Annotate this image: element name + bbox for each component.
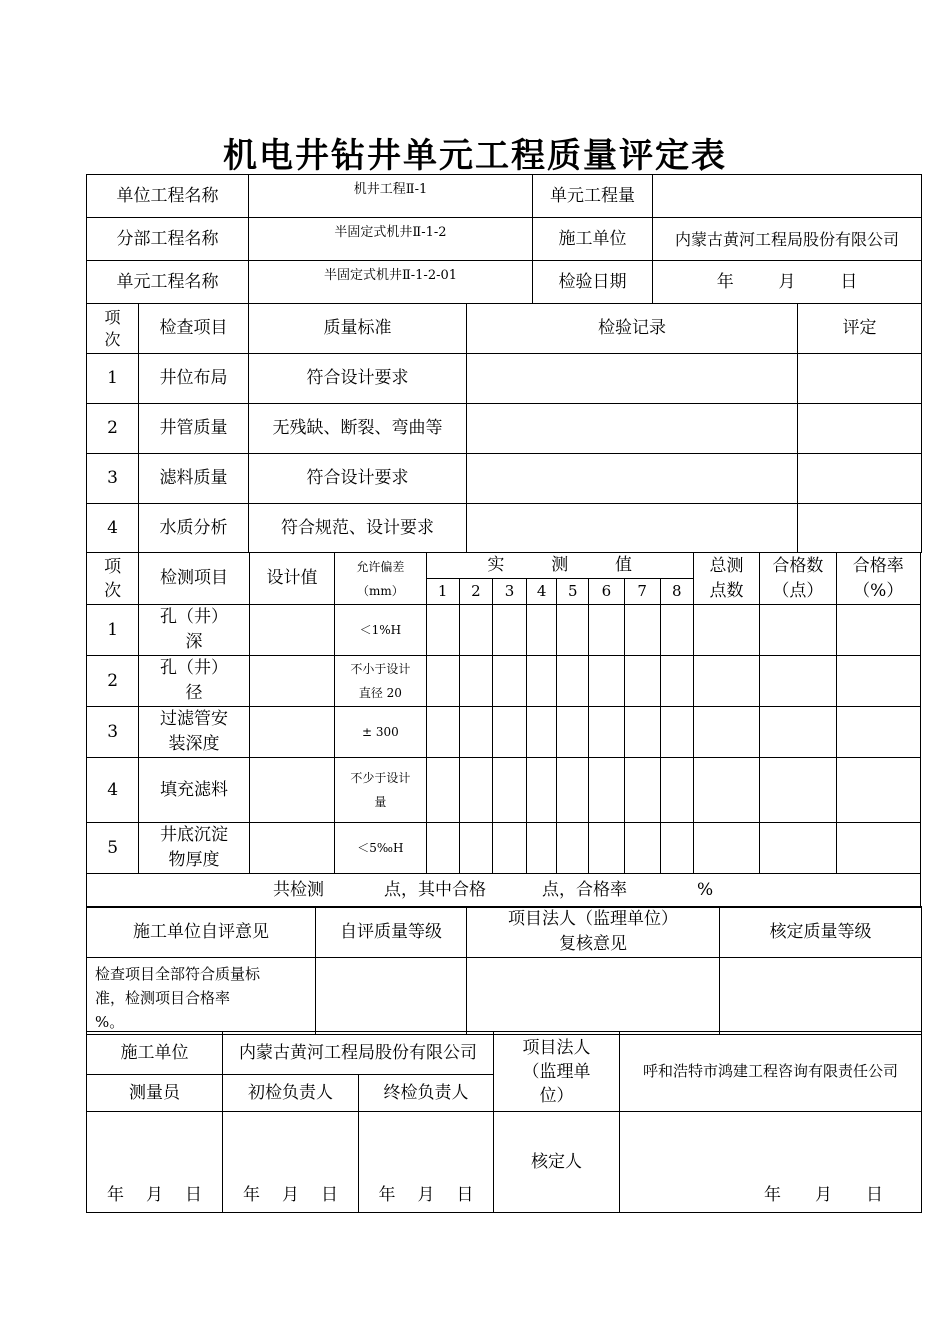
table-row xyxy=(87,823,921,874)
review-label: 项目法人（监理单位） 复核意见 xyxy=(467,907,720,958)
date-month: 月 xyxy=(778,271,796,292)
row-design xyxy=(249,707,334,758)
first-inspector-date: 年 月 日 xyxy=(223,1112,359,1213)
row-item: 水质分析 xyxy=(139,504,249,553)
measurement-summary: 共检测 点，其中合格 点，合格率 % xyxy=(87,874,921,908)
row-tolerance: ＜1%H xyxy=(335,605,426,656)
self-eval-text: 检查项目全部符合质量标 准，检测项目合格率 %。 xyxy=(87,958,316,1035)
point-number: 6 xyxy=(589,579,624,605)
qualified-label-1: 合格数 xyxy=(772,555,824,576)
row-record xyxy=(467,454,798,504)
table-row xyxy=(87,707,921,758)
header-table xyxy=(86,174,922,304)
inspection-table xyxy=(86,303,922,553)
row-item: 填充滤料 xyxy=(139,758,250,823)
row-item: 孔（井） 径 xyxy=(139,656,250,707)
row-design xyxy=(249,758,334,823)
table-row xyxy=(87,504,922,553)
row-rating xyxy=(798,504,922,553)
col-no-header: 项次 xyxy=(87,304,139,354)
m-col-qualified-header xyxy=(760,553,836,605)
col-standard-header: 质量标准 xyxy=(249,304,467,354)
point-number: 7 xyxy=(624,579,660,605)
row-no: 2 xyxy=(87,404,139,454)
table-row xyxy=(87,354,922,404)
m-col-design-header: 设计值 xyxy=(249,553,334,605)
sig-construction-unit-label: 施工单位 xyxy=(87,1032,223,1075)
row-record xyxy=(467,354,798,404)
row-no: 1 xyxy=(87,605,139,656)
surveyor-date: 年 月 日 xyxy=(87,1112,223,1213)
row-tolerance: 不少于设计 量 xyxy=(335,758,426,823)
point-number: 4 xyxy=(527,579,557,605)
self-grade-value xyxy=(316,958,467,1035)
signatures-table xyxy=(86,1031,922,1213)
sig-owner-label: 项目法人 （监理单 位） xyxy=(494,1032,620,1112)
row-no: 3 xyxy=(87,707,139,758)
final-inspector-date: 年 月 日 xyxy=(359,1112,494,1213)
row-record xyxy=(467,504,798,553)
point-number: 5 xyxy=(557,579,589,605)
row-no: 2 xyxy=(87,656,139,707)
measurement-table xyxy=(86,552,921,908)
final-grade-value xyxy=(720,958,922,1035)
measured-label-1: 实 xyxy=(487,555,505,575)
self-grade-label: 自评质量等级 xyxy=(316,907,467,958)
row-design xyxy=(249,605,334,656)
opinions-table xyxy=(86,906,922,1035)
row-rating xyxy=(798,354,922,404)
m-col-tolerance-header xyxy=(335,553,426,605)
review-value xyxy=(467,958,720,1035)
measured-label-2: 测 xyxy=(551,555,569,575)
inspection-date-value xyxy=(653,261,922,304)
m-col-no-header: 项次 xyxy=(87,553,139,605)
point-number: 2 xyxy=(459,579,492,605)
row-standard: 符合规范、设计要求 xyxy=(249,504,467,553)
row-standard: 符合设计要求 xyxy=(249,354,467,404)
inspection-date-label: 检验日期 xyxy=(533,261,653,304)
measured-label-3: 值 xyxy=(615,555,633,575)
date-day: 日 xyxy=(840,271,858,292)
row-standard: 无残缺、断裂、弯曲等 xyxy=(249,404,467,454)
row-no: 5 xyxy=(87,823,139,874)
row-item: 过滤管安 装深度 xyxy=(139,707,250,758)
row-tolerance: ＜5‰H xyxy=(335,823,426,874)
row-no: 4 xyxy=(87,758,139,823)
m-col-total-header xyxy=(693,553,759,605)
row-item: 井管质量 xyxy=(139,404,249,454)
final-inspector-label: 终检负责人 xyxy=(359,1075,494,1112)
row-standard: 符合设计要求 xyxy=(249,454,467,504)
row-item: 井位布局 xyxy=(139,354,249,404)
unit-quantity-label: 单元工程量 xyxy=(533,175,653,218)
tolerance-unit: （mm） xyxy=(357,583,404,598)
unit-quantity-value xyxy=(653,175,922,218)
surveyor-label: 测量员 xyxy=(87,1075,223,1112)
row-tolerance: 不小于设计 直径 20 xyxy=(335,656,426,707)
approver-label: 核定人 xyxy=(494,1112,620,1213)
table-row xyxy=(87,454,922,504)
point-number: 3 xyxy=(492,579,526,605)
point-number: 1 xyxy=(426,579,459,605)
construction-unit-label: 施工单位 xyxy=(533,218,653,261)
m-col-item-header: 检测项目 xyxy=(139,553,250,605)
m-col-measured-header xyxy=(426,553,693,579)
unit-project-label: 单位工程名称 xyxy=(87,175,249,218)
row-design xyxy=(249,823,334,874)
page-title: 机电井钻井单元工程质量评定表 xyxy=(223,136,727,176)
table-row xyxy=(87,656,921,707)
row-record xyxy=(467,404,798,454)
row-no: 4 xyxy=(87,504,139,553)
approver-date: 年 月 日 xyxy=(620,1112,922,1213)
row-rating xyxy=(798,454,922,504)
date-year: 年 xyxy=(716,271,734,292)
row-item: 井底沉淀 物厚度 xyxy=(139,823,250,874)
col-item-header: 检查项目 xyxy=(139,304,249,354)
sub-project-label: 分部工程名称 xyxy=(87,218,249,261)
row-no: 1 xyxy=(87,354,139,404)
rate-label-1: 合格率 xyxy=(852,555,904,576)
col-record-header: 检验记录 xyxy=(467,304,798,354)
unit-project-value: 机井工程Ⅱ-1 xyxy=(249,175,533,218)
rate-label-2: （%） xyxy=(853,580,904,601)
total-label-2: 点数 xyxy=(709,580,744,601)
construction-unit-value: 内蒙古黄河工程局股份有限公司 xyxy=(653,218,922,261)
first-inspector-label: 初检负责人 xyxy=(223,1075,359,1112)
element-project-label: 单元工程名称 xyxy=(87,261,249,304)
total-label-1: 总测 xyxy=(709,555,744,576)
table-row xyxy=(87,404,922,454)
m-col-rate-header xyxy=(836,553,920,605)
row-item: 滤料质量 xyxy=(139,454,249,504)
col-rating-header: 评定 xyxy=(798,304,922,354)
sub-project-value: 半固定式机井Ⅱ-1-2 xyxy=(249,218,533,261)
self-eval-label: 施工单位自评意见 xyxy=(87,907,316,958)
point-number: 8 xyxy=(660,579,693,605)
row-rating xyxy=(798,404,922,454)
sig-owner-value: 呼和浩特市鸿建工程咨询有限责任公司 xyxy=(620,1032,922,1112)
tolerance-label: 允许偏差 xyxy=(356,559,405,574)
row-design xyxy=(249,656,334,707)
table-row xyxy=(87,605,921,656)
table-row xyxy=(87,758,921,823)
sig-construction-unit-value: 内蒙古黄河工程局股份有限公司 xyxy=(223,1032,494,1075)
row-no: 3 xyxy=(87,454,139,504)
qualified-label-2: （点） xyxy=(772,580,824,601)
row-item: 孔（井） 深 xyxy=(139,605,250,656)
final-grade-label: 核定质量等级 xyxy=(720,907,922,958)
row-tolerance: ± 300 xyxy=(335,707,426,758)
element-project-value: 半固定式机井Ⅱ-1-2-01 xyxy=(249,261,533,304)
